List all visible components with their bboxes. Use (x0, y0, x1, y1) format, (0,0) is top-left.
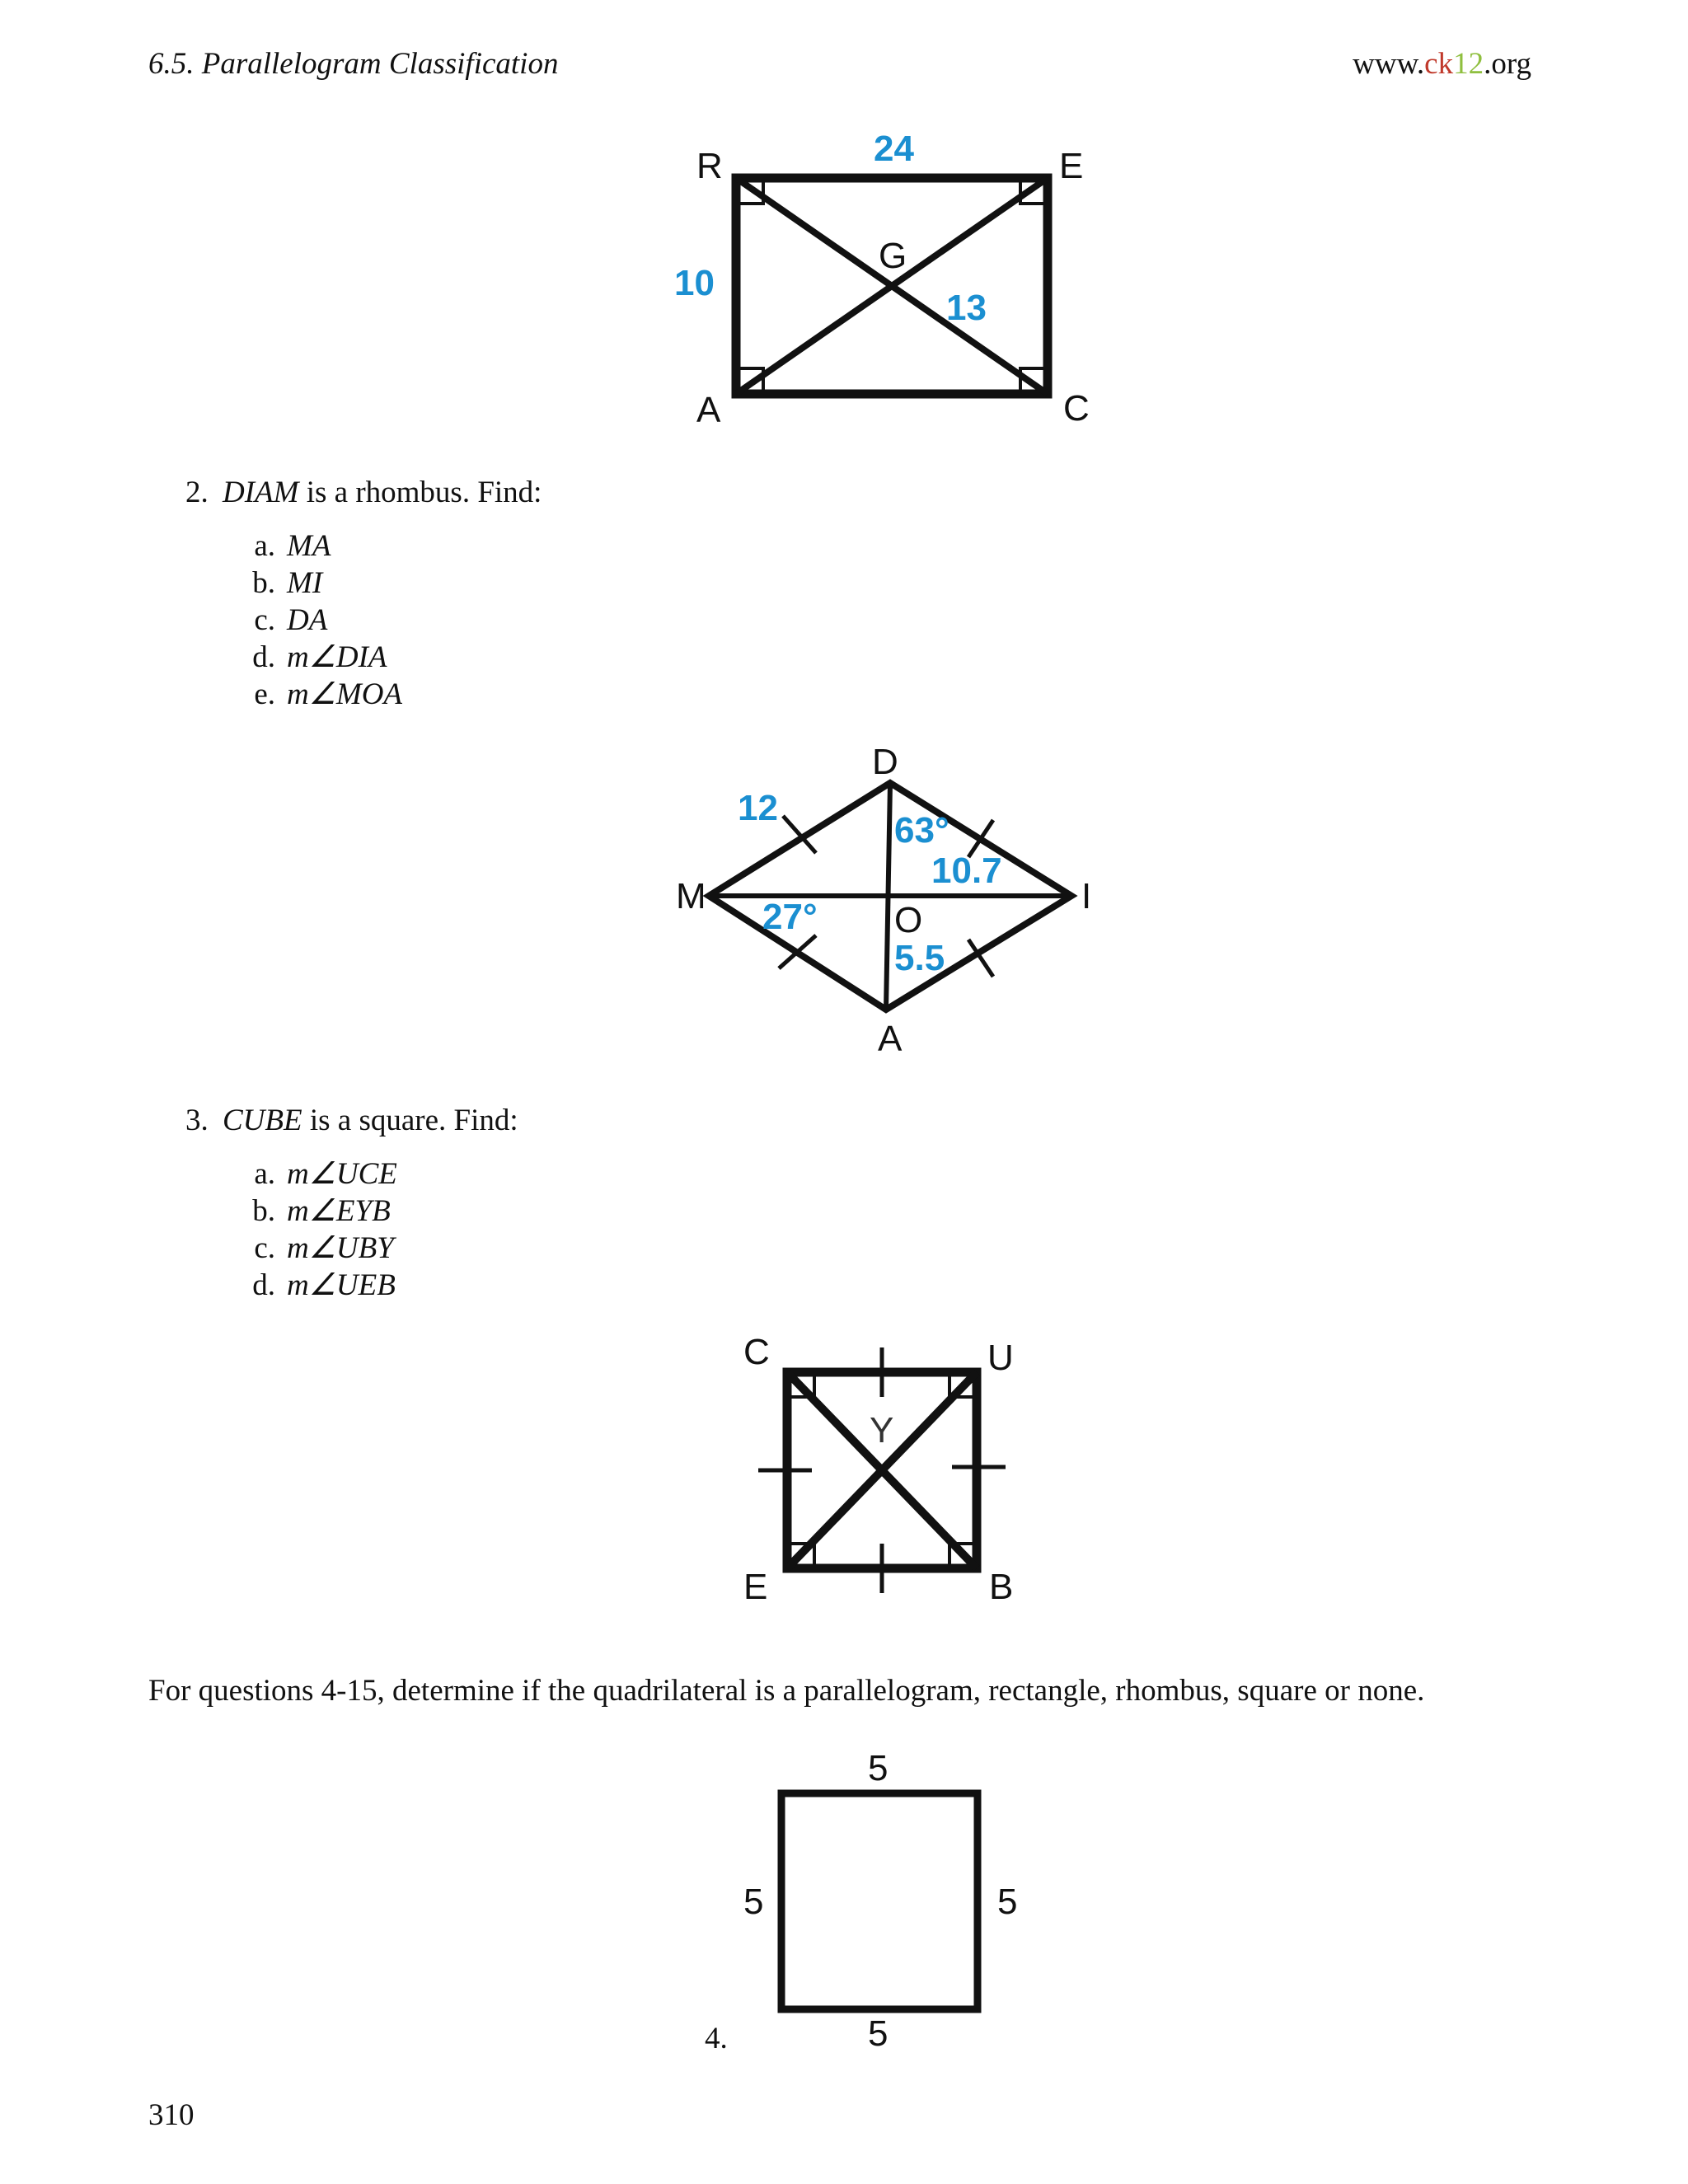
vertex-c: C (1063, 388, 1090, 429)
list-item: c. DA (254, 603, 328, 637)
side-bottom: 5 (868, 2013, 889, 2054)
square-figure (725, 1327, 1039, 1615)
list-item: d. m∠DIA (252, 640, 387, 674)
measure-angle-d: 63° (894, 810, 950, 851)
question-3-items (239, 1155, 397, 1304)
vertex-a: A (878, 1019, 903, 1059)
rectangle-figure (659, 124, 1121, 437)
measure-left: 10 (674, 263, 715, 303)
side-right: 5 (997, 1882, 1018, 1922)
list-item: a. m∠UCE (254, 1157, 397, 1191)
center-o: O (894, 900, 923, 940)
question-text: is a square. Find: (302, 1104, 518, 1137)
side-top: 5 (868, 1748, 889, 1788)
instructions: For questions 4-15, determine if the quadrilateral is a parallelogram, rectangle, rhombus, square or none. (148, 1674, 1425, 1708)
site-url[interactable] (1353, 46, 1531, 82)
figure-name: CUBE (223, 1104, 302, 1137)
measure-top: 24 (874, 129, 914, 169)
measure-diag: 13 (946, 288, 987, 328)
vertex-e: E (743, 1567, 768, 1607)
vertex-b: B (989, 1567, 1014, 1607)
side-left: 5 (743, 1882, 764, 1922)
section-title: 6.5. Parallelogram Classification (148, 47, 559, 81)
question-2 (185, 475, 542, 510)
question-2-items (239, 527, 402, 713)
page-number: 310 (148, 2098, 195, 2132)
vertex-c: C (743, 1332, 770, 1372)
question-number: 3. (185, 1104, 209, 1137)
vertex-m: M (676, 876, 706, 916)
question-text: is a rhombus. Find: (298, 476, 542, 509)
measure-angle-m: 27° (762, 897, 818, 937)
list-item: d. m∠UEB (252, 1268, 396, 1302)
measure-seg: 5.5 (894, 938, 945, 978)
list-item: c. m∠UBY (254, 1231, 394, 1265)
square-outline (781, 1793, 978, 2009)
vertex-a: A (696, 390, 721, 430)
url-prefix: www. (1353, 47, 1425, 81)
url-ck: ck (1424, 47, 1454, 81)
list-item: a. MA (254, 529, 331, 563)
vertex-i: I (1081, 876, 1092, 916)
url-suffix: .org (1484, 47, 1531, 81)
center-y: Y (870, 1410, 894, 1451)
vertex-e: E (1059, 146, 1084, 186)
url-12: 12 (1453, 47, 1484, 81)
question-number: 2. (185, 476, 209, 509)
vertex-r: R (696, 146, 723, 186)
rhombus-figure (659, 738, 1121, 1067)
vertex-u: U (987, 1338, 1014, 1378)
question-4-number: 4. (705, 2022, 728, 2055)
figure-name: DIAM (223, 476, 299, 509)
measure-side: 12 (738, 788, 778, 828)
list-item: b. MI (252, 566, 323, 600)
question-4-figure (725, 1739, 1039, 2060)
question-3 (185, 1103, 518, 1138)
measure-diag: 10.7 (931, 851, 1002, 891)
list-item: e. m∠MOA (254, 677, 403, 711)
vertex-g: G (879, 236, 907, 276)
diagonal-da (886, 783, 890, 1010)
list-item: b. m∠EYB (252, 1194, 391, 1228)
vertex-d: D (872, 742, 898, 782)
